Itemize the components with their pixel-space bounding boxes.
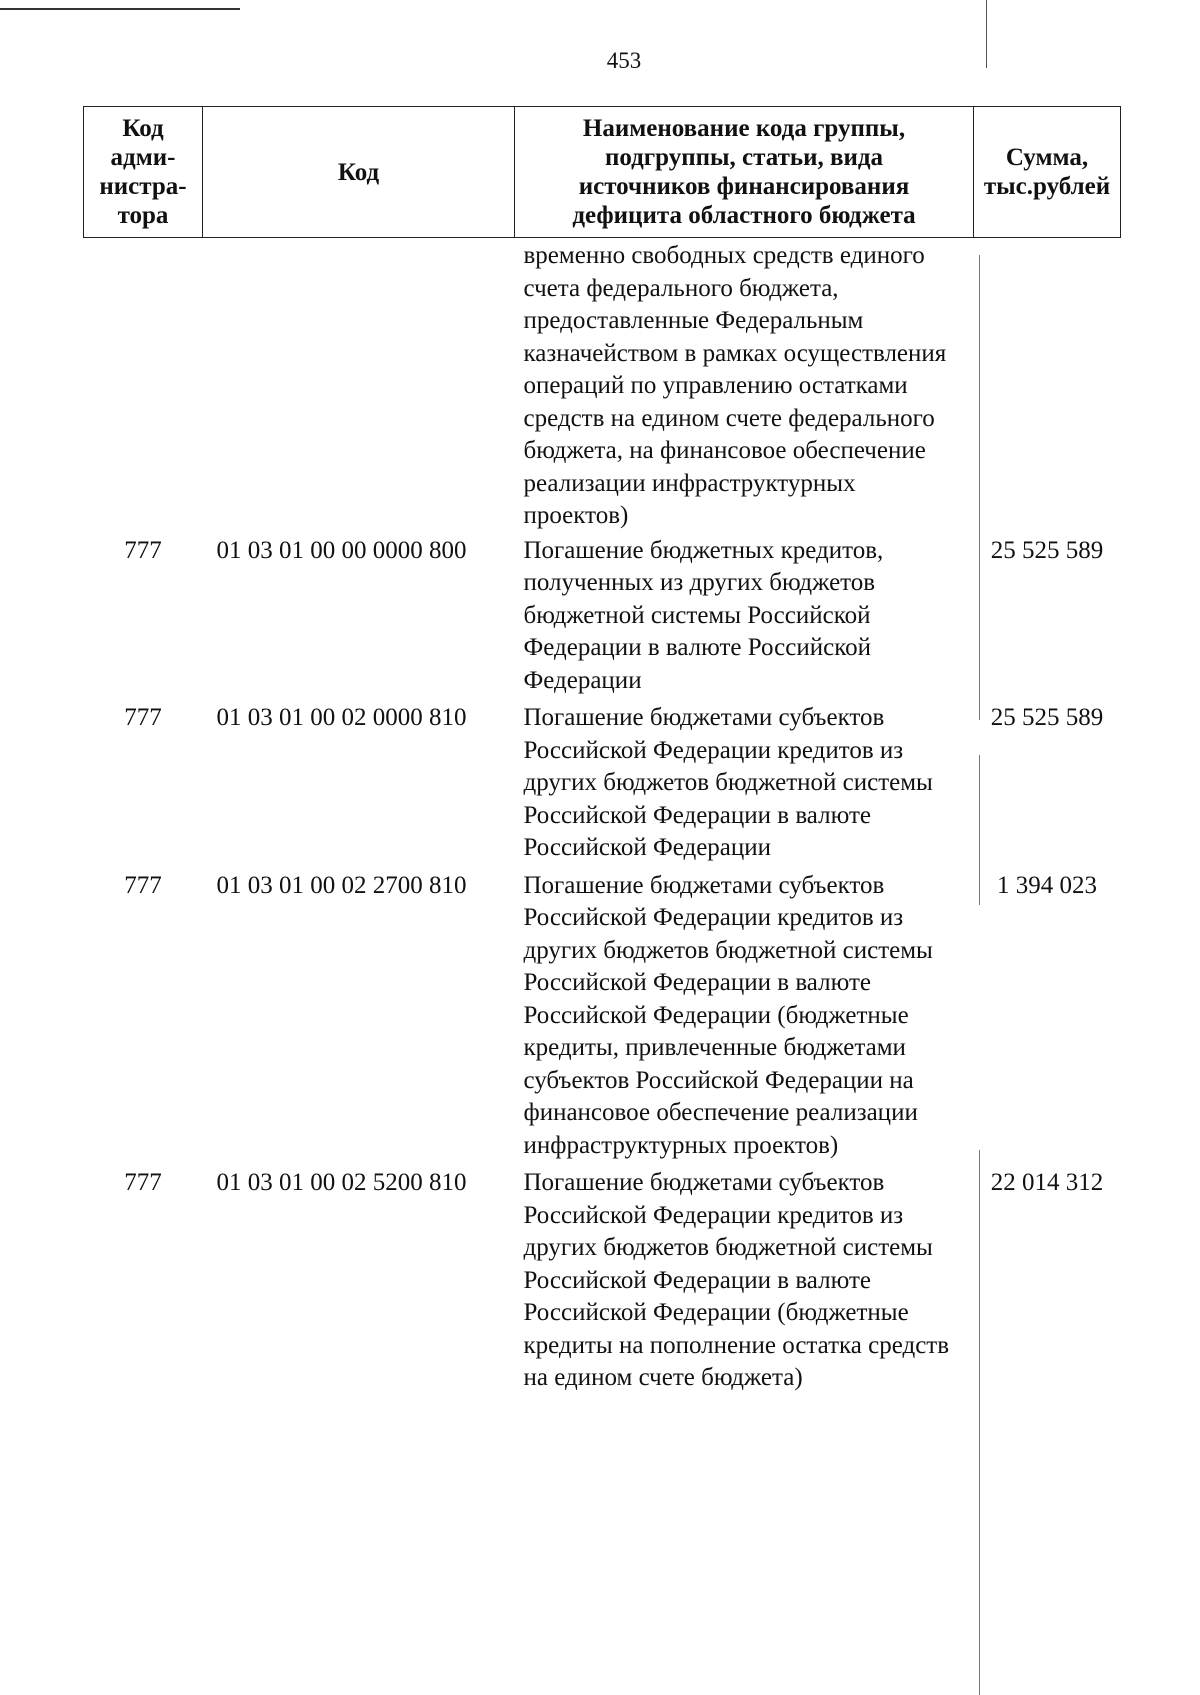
cell-name: Погашение бюджетами субъектов Российской Федерации кредитов из других бюджетов бюджетной системы Российской Федерации в валюте Российской Федерации (бюджетные кредиты, привлеченные бюджетами субъектов Российской Федерации на финансовое обеспечение реализации инфраструктурных проектов)	[523, 871, 933, 1159]
cell-code: 01 03 01 00 02 0000 810	[216, 704, 467, 731]
table-row-continuation	[84, 238, 1121, 533]
header-sum: Сумма, тыс.рублей	[974, 107, 1121, 238]
cell-name: Погашение бюджетных кредитов, полученных из других бюджетов бюджетной системы Российской Федерации в валюте Российской Федерации	[523, 536, 884, 694]
cell-sum: 1 394 023	[997, 871, 1097, 899]
table-row	[84, 700, 1121, 868]
cell-code: 01 03 01 00 00 0000 800	[216, 536, 467, 564]
cell-name: Погашение бюджетами субъектов Российской Федерации кредитов из других бюджетов бюджетной системы Российской Федерации в валюте Российской Федерации	[523, 704, 933, 861]
cell-code: 01 03 01 00 02 2700 810	[216, 871, 467, 899]
cell-admin-code: 777	[124, 1169, 162, 1196]
header-admin-code	[84, 107, 203, 238]
table-row	[84, 1165, 1121, 1398]
cell-admin-code: 777	[124, 871, 162, 899]
cell-sum: 22 014 312	[990, 1169, 1104, 1196]
cell-empty	[203, 238, 515, 533]
table-row	[84, 533, 1121, 701]
cell-name: Погашение бюджетами субъектов Российской Федерации кредитов из других бюджетов бюджетной системы Российской Федерации в валюте Российской Федерации (бюджетные кредиты на пополнение остатка средств на едином счете бюджета)	[523, 1169, 950, 1391]
column-divider-scan	[979, 255, 980, 720]
page-number: 453	[606, 48, 642, 73]
header-name: Наименование кода группы, подгруппы, статьи, вида источников финансирования дефицита областного бюджета	[515, 107, 974, 238]
column-divider-scan	[979, 1150, 980, 1695]
cell-admin-code: 777	[124, 704, 162, 731]
header-code: Код	[203, 107, 515, 238]
cell-sum: 25 525 589	[990, 536, 1104, 564]
table-row	[84, 868, 1121, 1166]
cell-empty	[974, 238, 1121, 533]
column-divider-scan	[979, 755, 980, 905]
sources-financing-table	[83, 106, 1121, 1398]
table-header-row	[84, 107, 1121, 238]
cell-sum: 25 525 589	[990, 704, 1104, 731]
header-admin-code-label: Код адми-нистра-тора	[99, 115, 187, 229]
cell-code: 01 03 01 00 02 5200 810	[216, 1169, 467, 1196]
cell-name-continuation: временно свободных средств единого счета федерального бюджета, предоставленные Федеральным казначейством в рамках осуществления операций по управлению остатками средств на едином счете федерального бюджета, на финансовое обеспечение реализации инфраструктурных проектов)	[523, 242, 947, 529]
cell-admin-code: 777	[124, 536, 162, 564]
scan-artifact-line	[0, 8, 240, 10]
cell-empty	[84, 238, 203, 533]
